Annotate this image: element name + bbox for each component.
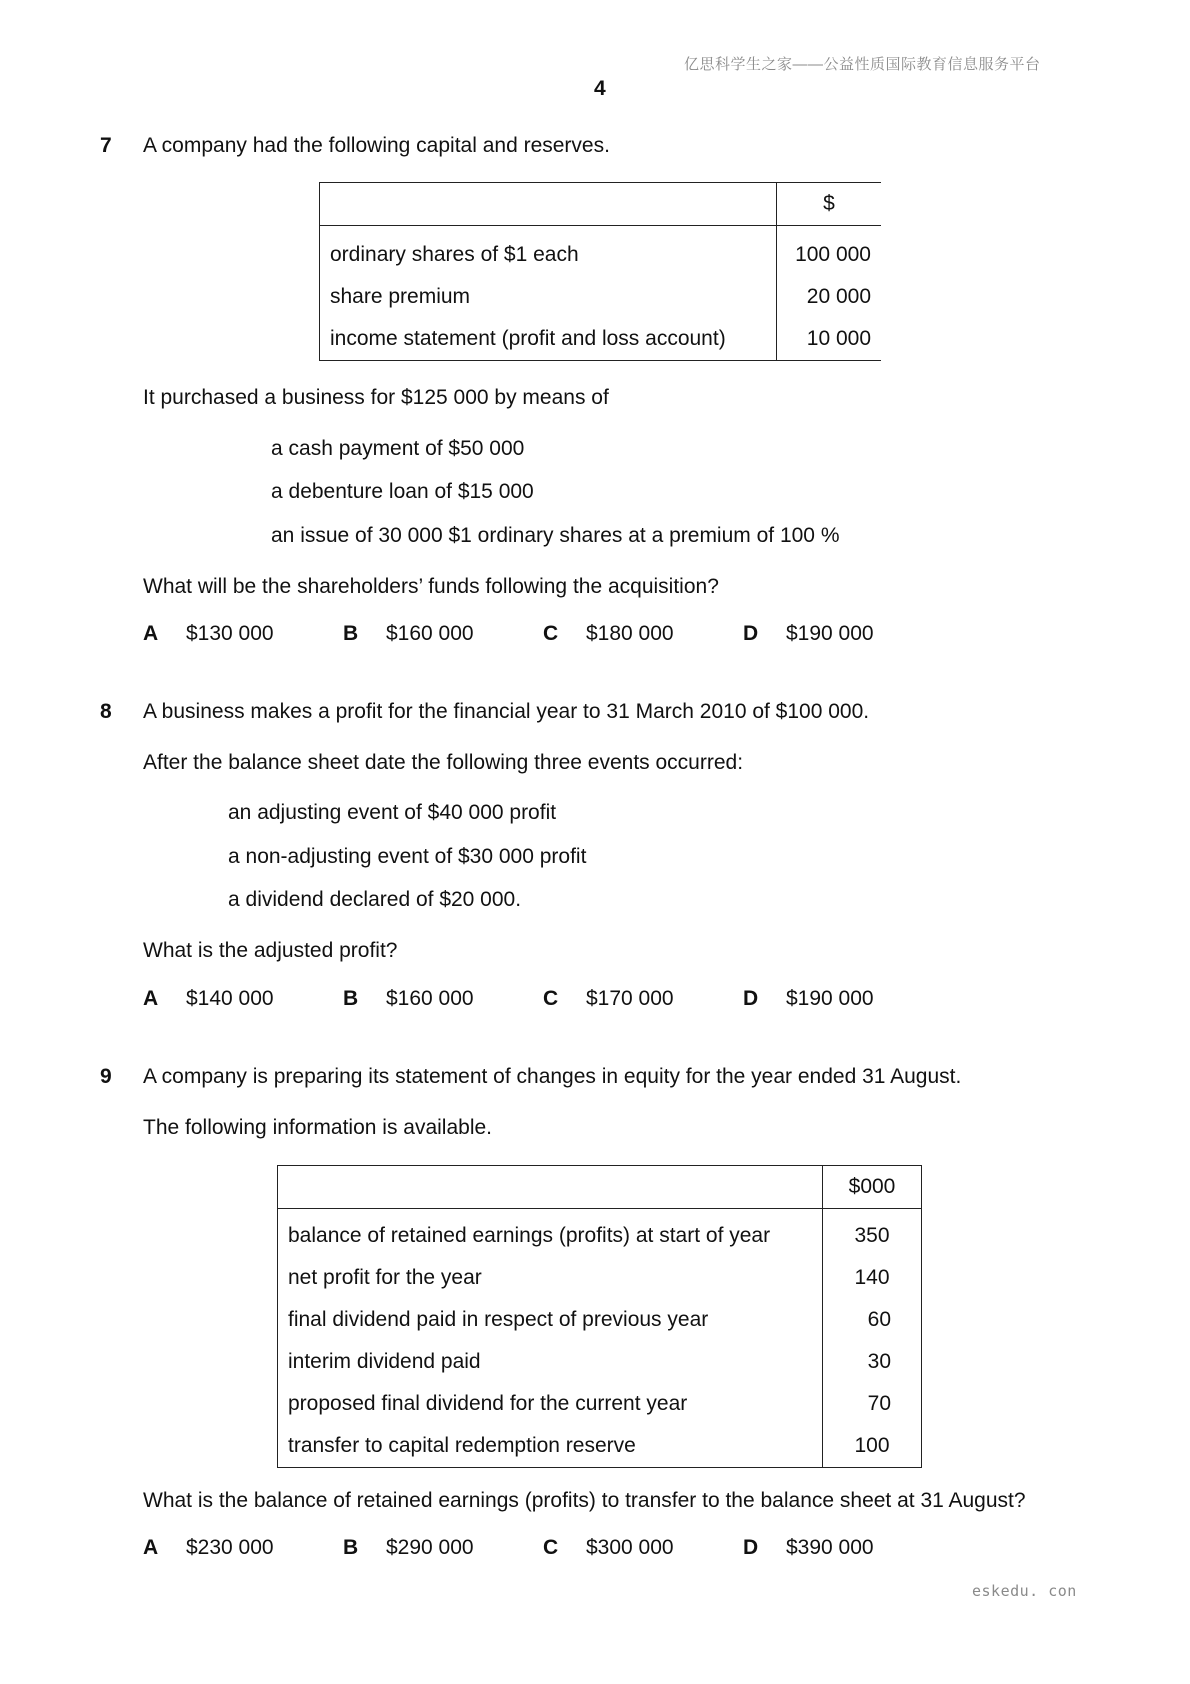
table-row-value: 30 bbox=[823, 1341, 922, 1383]
q8-option-c-letter: C bbox=[543, 987, 559, 1010]
table-row-label: ordinary shares of $1 each bbox=[320, 226, 777, 277]
question-7-number: 7 bbox=[100, 134, 112, 157]
q9-option-a-text[interactable]: $230 000 bbox=[186, 1536, 274, 1559]
table-row-value: 350 bbox=[823, 1209, 922, 1258]
table-row-value: 100 bbox=[823, 1425, 922, 1468]
question-7-prompt: What will be the shareholders’ funds following the acquisition? bbox=[143, 575, 719, 598]
table-row-value: 60 bbox=[823, 1299, 922, 1341]
q8-option-a-letter: A bbox=[143, 987, 159, 1010]
table-currency-header: $000 bbox=[823, 1166, 922, 1209]
table-row-label: transfer to capital redemption reserve bbox=[278, 1425, 823, 1468]
q8-option-d-letter: D bbox=[743, 987, 759, 1010]
question-8-number: 8 bbox=[100, 700, 112, 723]
table-row bbox=[320, 276, 882, 318]
q7-option-a-letter: A bbox=[143, 622, 159, 645]
question-8-item: a non-adjusting event of $30 000 profit bbox=[228, 845, 587, 868]
table-row-label: final dividend paid in respect of previous year bbox=[278, 1299, 823, 1341]
q9-option-d-text[interactable]: $390 000 bbox=[786, 1536, 874, 1559]
question-7-item: an issue of 30 000 $1 ordinary shares at a premium of 100 % bbox=[271, 524, 840, 547]
table-row-value: 10 000 bbox=[777, 318, 882, 361]
table-row-value: 20 000 bbox=[806, 285, 871, 308]
q7-option-d-letter: D bbox=[743, 622, 759, 645]
table-header-label-cell bbox=[320, 183, 777, 226]
q8-option-c-text[interactable]: $170 000 bbox=[586, 987, 674, 1010]
q7-option-b-text[interactable]: $160 000 bbox=[386, 622, 474, 645]
table-row-label: interim dividend paid bbox=[278, 1341, 823, 1383]
q7-option-c-letter: C bbox=[543, 622, 559, 645]
table-row bbox=[320, 226, 882, 277]
table-row bbox=[278, 1383, 922, 1425]
q8-option-a-text[interactable]: $140 000 bbox=[186, 987, 274, 1010]
question-7-item: a debenture loan of $15 000 bbox=[271, 480, 534, 503]
table-currency-header: $ bbox=[777, 183, 882, 226]
q7-option-b-letter: B bbox=[343, 622, 359, 645]
question-8-prompt: What is the adjusted profit? bbox=[143, 939, 398, 962]
table-row-label: net profit for the year bbox=[278, 1257, 823, 1299]
q7-option-c-text[interactable]: $180 000 bbox=[586, 622, 674, 645]
table-row-label: proposed final dividend for the current year bbox=[278, 1383, 823, 1425]
header-watermark: 亿思科学生之家——公益性质国际教育信息服务平台 bbox=[684, 56, 1041, 73]
q7-option-d-text[interactable]: $190 000 bbox=[786, 622, 874, 645]
table-row bbox=[278, 1257, 922, 1299]
q8-option-d-text[interactable]: $190 000 bbox=[786, 987, 874, 1010]
question-7-stem: A company had the following capital and reserves. bbox=[143, 134, 610, 157]
table-row-value: 70 bbox=[823, 1383, 922, 1425]
question-9-stem: A company is preparing its statement of changes in equity for the year ended 31 August. bbox=[143, 1065, 962, 1088]
q9-option-b-letter: B bbox=[343, 1536, 359, 1559]
table-row bbox=[278, 1209, 922, 1258]
page-number: 4 bbox=[594, 77, 606, 100]
question-9-prompt: What is the balance of retained earnings (profits) to transfer to the balance sheet at 31 August? bbox=[143, 1489, 1026, 1512]
q8-option-b-text[interactable]: $160 000 bbox=[386, 987, 474, 1010]
q9-option-d-letter: D bbox=[743, 1536, 759, 1559]
table-row bbox=[278, 1299, 922, 1341]
q9-option-a-letter: A bbox=[143, 1536, 159, 1559]
table-row-label: share premium bbox=[320, 276, 777, 318]
question-9-number: 9 bbox=[100, 1065, 112, 1088]
question-8-intro: After the balance sheet date the following three events occurred: bbox=[143, 751, 744, 774]
q9-option-c-letter: C bbox=[543, 1536, 559, 1559]
table-row bbox=[320, 318, 882, 361]
question-8-stem: A business makes a profit for the financial year to 31 March 2010 of $100 000. bbox=[143, 700, 870, 723]
q7-option-a-text[interactable]: $130 000 bbox=[186, 622, 274, 645]
question-8-item: an adjusting event of $40 000 profit bbox=[228, 801, 557, 824]
q9-option-b-text[interactable]: $290 000 bbox=[386, 1536, 474, 1559]
table-row-value: 140 bbox=[823, 1257, 922, 1299]
footer-watermark: eskedu. con bbox=[972, 1582, 1077, 1600]
table-header-row bbox=[278, 1166, 922, 1209]
q9-equity-table bbox=[277, 1165, 922, 1468]
question-9-intro: The following information is available. bbox=[143, 1116, 493, 1139]
question-7-item: a cash payment of $50 000 bbox=[271, 437, 525, 460]
q8-option-b-letter: B bbox=[343, 987, 359, 1010]
table-row-label: income statement (profit and loss account) bbox=[320, 318, 777, 361]
table-row-value: 100 000 bbox=[795, 243, 871, 266]
q7-capital-table bbox=[319, 182, 881, 361]
table-header-label-cell bbox=[278, 1166, 823, 1209]
table-row bbox=[278, 1341, 922, 1383]
table-row bbox=[278, 1425, 922, 1468]
q9-option-c-text[interactable]: $300 000 bbox=[586, 1536, 674, 1559]
question-8-item: a dividend declared of $20 000. bbox=[228, 888, 522, 911]
table-row-label: balance of retained earnings (profits) at start of year bbox=[278, 1209, 823, 1258]
table-header-row bbox=[320, 183, 882, 226]
question-7-intro: It purchased a business for $125 000 by means of bbox=[143, 386, 609, 409]
